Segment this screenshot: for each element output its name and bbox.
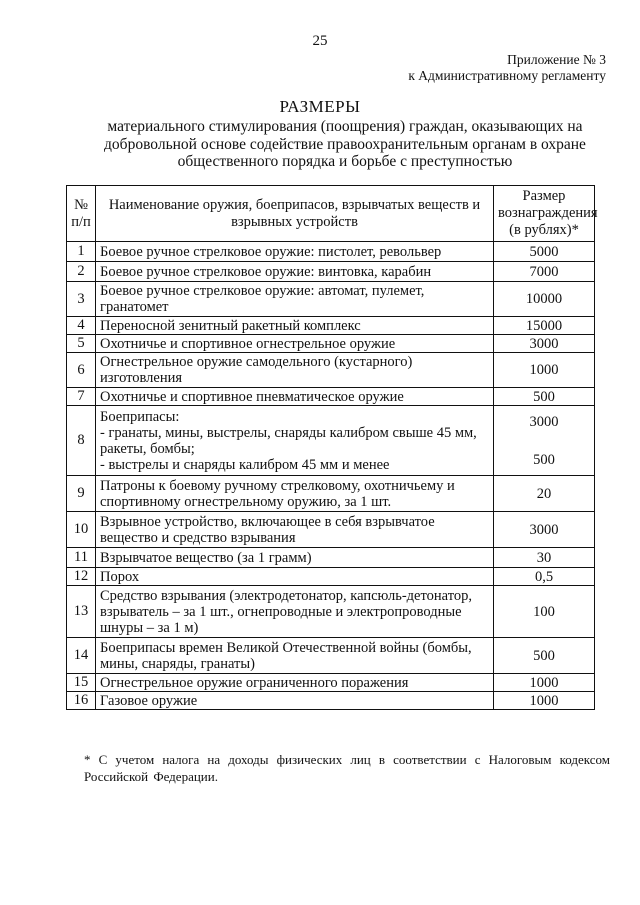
row-number: 13 (67, 586, 96, 638)
table-row (67, 586, 595, 638)
row-name: Переносной зенитный ракетный комплекс (96, 317, 494, 335)
header-name: Наименование оружия, боеприпасов, взрывчатых веществ и взрывных устройств (96, 186, 494, 242)
row-number: 4 (67, 317, 96, 335)
row-number: 12 (67, 568, 96, 586)
row-name: Боеприпасы времен Великой Отечественной войны (бомбы, мины, снаряды, гранаты) (96, 638, 494, 674)
row-amount: 500 (494, 388, 595, 406)
row-amount: 3000 (494, 512, 595, 548)
table-row (67, 568, 595, 586)
appendix-line-2: к Административному регламенту (408, 68, 606, 83)
row-amount: 30 (494, 548, 595, 568)
row-amount-value: 3000 (529, 413, 559, 430)
row-amount: 10000 (494, 282, 595, 317)
row-name-line: - выстрелы и снаряды калибром 45 мм и менее (100, 456, 390, 473)
appendix-line-1: Приложение № 3 (507, 52, 606, 67)
table-row (67, 282, 595, 317)
row-number: 8 (67, 406, 96, 476)
row-name-line: - гранаты, мины, выстрелы, снаряды калибром свыше 45 мм, ракеты, бомбы; (100, 424, 477, 457)
row-number: 3 (67, 282, 96, 317)
table-row (67, 406, 595, 476)
row-number: 14 (67, 638, 96, 674)
row-number: 1 (67, 242, 96, 262)
row-name: Охотничье и спортивное огнестрельное оружие (96, 335, 494, 353)
row-name: Патроны к боевому ручному стрелковому, охотничьему и спортивному огнестрельному оружию, за 1 шт. (96, 476, 494, 512)
document-subtitle: материального стимулирования (поощрения) граждан, оказывающих на добровольной основе содействие правоохранительным органам в охране общественного порядка и борьбе с преступностью (104, 118, 586, 170)
table-row (67, 692, 595, 710)
row-number: 2 (67, 262, 96, 282)
rewards-table (66, 185, 598, 710)
table-row (67, 674, 595, 692)
row-number: 9 (67, 476, 96, 512)
row-name: Средство взрывания (электродетонатор, капсюль-детонатор, взрыватель – за 1 шт., огнепроводные и электропроводные шнуры – за 1 м) (96, 586, 494, 638)
row-number: 6 (67, 353, 96, 388)
row-amounts (498, 410, 590, 472)
row-amount: 100 (494, 586, 595, 638)
row-name: Боевое ручное стрелковое оружие: винтовка, карабин (96, 262, 494, 282)
header-amount: Размер вознаграждения (в рублях)* (494, 186, 595, 242)
page-number: 25 (312, 33, 328, 49)
footnote: * С учетом налога на доходы физических лиц в соответствии с Налоговым кодексом Российской Федерации. (84, 752, 610, 784)
row-name (96, 406, 494, 476)
table-row (67, 262, 595, 282)
row-amount: 20 (494, 476, 595, 512)
row-number: 16 (67, 692, 96, 710)
table-row (67, 512, 595, 548)
row-amount: 15000 (494, 317, 595, 335)
row-amount: 0,5 (494, 568, 595, 586)
table-row (67, 353, 595, 388)
row-name: Взрывное устройство, включающее в себя взрывчатое вещество и средство взрывания (96, 512, 494, 548)
table-row (67, 335, 595, 353)
table-body (67, 242, 595, 710)
table-row (67, 242, 595, 262)
row-amount-value: 500 (533, 451, 555, 468)
row-name: Охотничье и спортивное пневматическое оружие (96, 388, 494, 406)
row-name: Огнестрельное оружие самодельного (кустарного) изготовления (96, 353, 494, 388)
row-amount (494, 406, 595, 476)
row-number: 5 (67, 335, 96, 353)
row-name: Боевое ручное стрелковое оружие: автомат, пулемет, гранатомет (96, 282, 494, 317)
table-header-row (67, 186, 595, 242)
row-name: Боевое ручное стрелковое оружие: пистолет, револьвер (96, 242, 494, 262)
row-amount: 500 (494, 638, 595, 674)
row-number: 7 (67, 388, 96, 406)
row-amount: 5000 (494, 242, 595, 262)
row-name: Порох (96, 568, 494, 586)
row-name: Огнестрельное оружие ограниченного поражения (96, 674, 494, 692)
row-amount: 1000 (494, 692, 595, 710)
row-name-line: Боеприпасы: (100, 408, 180, 425)
table-row (67, 548, 595, 568)
row-amount: 7000 (494, 262, 595, 282)
table-row (67, 476, 595, 512)
table-row (67, 317, 595, 335)
row-number: 15 (67, 674, 96, 692)
row-name: Газовое оружие (96, 692, 494, 710)
row-number: 11 (67, 548, 96, 568)
row-amount: 1000 (494, 674, 595, 692)
row-amount: 3000 (494, 335, 595, 353)
row-name: Взрывчатое вещество (за 1 грамм) (96, 548, 494, 568)
table-row (67, 638, 595, 674)
row-amount: 1000 (494, 353, 595, 388)
document-title: РАЗМЕРЫ (279, 97, 361, 116)
table-row (67, 388, 595, 406)
header-num: № п/п (67, 186, 96, 242)
row-number: 10 (67, 512, 96, 548)
